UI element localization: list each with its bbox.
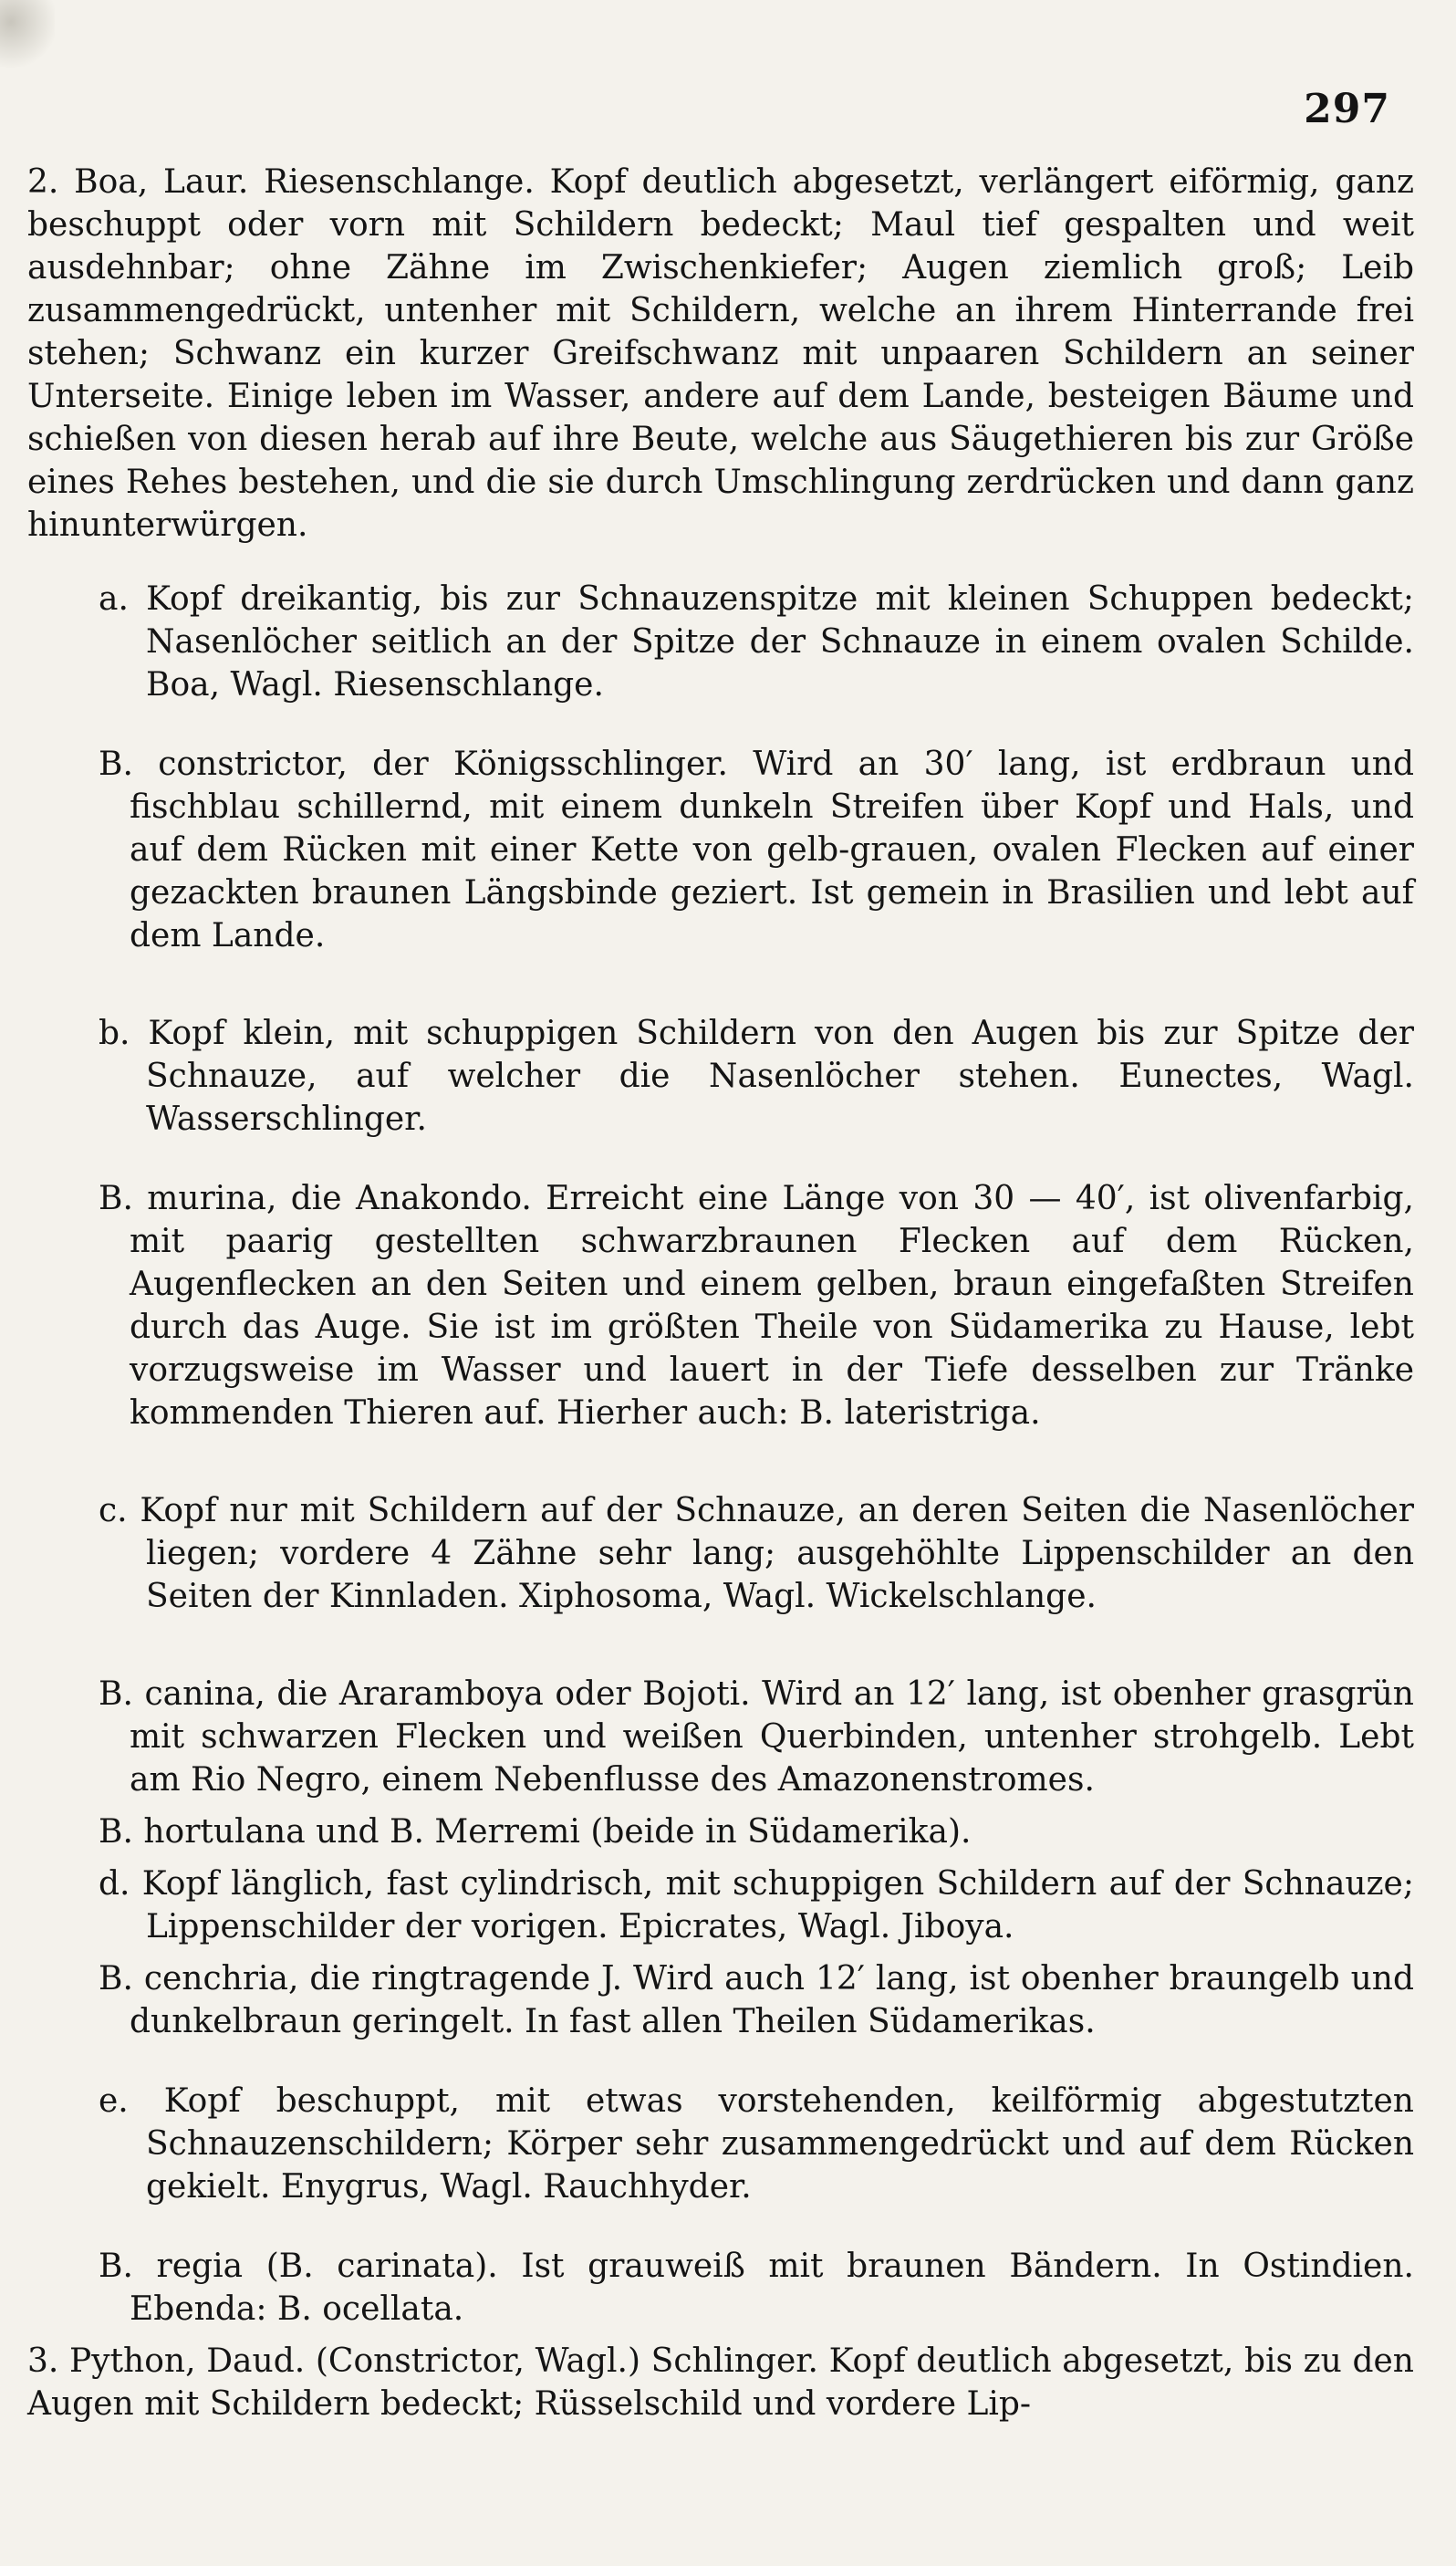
species-canina: B. canina, die Araramboya oder Bojoti. Wird an 12′ lang, ist obenher grasgrün mit schwarzen Flecken und weißen Querbinden, untenher strohgelb. Lebt am Rio Negro, einem Nebenflusse des Amazonenstromes. xyxy=(99,1675,1414,1799)
species-murina: B. murina, die Anakondo. Erreicht eine Länge von 30 — 40′, ist olivenfarbig, mit paarig gestellten schwarzbraunen Flecken auf dem Rücken, Augenflecken an den Seiten und einem gelben, braun eingefaßten Streifen durch das Auge. Sie ist im größten Theile von Südamerika zu Hause, lebt vorzugsweise im Wasser und lauert in der Tiefe desselben zur Tränke kommenden Thieren auf. Hierher auch: B. lateristriga. xyxy=(99,1180,1414,1432)
subgroup-b: b. Kopf klein, mit schuppigen Schildern von den Augen bis zur Spitze der Schnauze, auf welcher die Nasenlöcher stehen. Eunectes, Wagl. Wasserschlinger. xyxy=(99,1015,1414,1138)
species-cenchria: B. cenchria, die ringtragende J. Wird auch 12′ lang, ist obenher braungelb und dunkelbraun geringelt. In fast allen Theilen Südamerikas. xyxy=(99,1960,1414,2040)
page-smudge xyxy=(0,0,55,73)
page-number: 297 xyxy=(1304,86,1390,132)
species-constrictor: B. constrictor, der Königsschlinger. Wird an 30′ lang, ist erdbraun und fischblau schillernd, mit einem dunkeln Streifen über Kopf und Hals, und auf dem Rücken mit einer Kette von gelb-grauen, ovalen Flecken auf einer gezackten braunen Längsbinde geziert. Ist gemein in Brasilien und lebt auf dem Lande. xyxy=(99,746,1414,954)
genus-paragraph-python: 3. Python, Daud. (Constrictor, Wagl.) Schlinger. Kopf deutlich abgesetzt, bis zu den Augen mit Schildern bedeckt; Rüsselschild und vordere Lip- xyxy=(27,2342,1414,2423)
subgroup-d: d. Kopf länglich, fast cylindrisch, mit schuppigen Schildern auf der Schnauze; Lippenschilder der vorigen. Epicrates, Wagl. Jiboya. xyxy=(99,1865,1414,1945)
subgroup-e: e. Kopf beschuppt, mit etwas vorstehenden, keilförmig abgestutzten Schnauzenschildern; Körper sehr zusammengedrückt und auf dem Rücken gekielt. Enygrus, Wagl. Rauchhyder. xyxy=(99,2082,1414,2206)
page-body xyxy=(27,161,1414,2425)
genus-paragraph-boa: 2. Boa, Laur. Riesenschlange. Kopf deutlich abgesetzt, verlängert eiförmig, ganz beschuppt oder vorn mit Schildern bedeckt; Maul tief gespalten und weit ausdehnbar; ohne Zähne im Zwischenkiefer; Augen ziemlich groß; Leib zusammengedrückt, untenher mit Schildern, welche an ihrem Hinterrande frei stehen; Schwanz ein kurzer Greifschwanz mit unpaaren Schildern an seiner Unterseite. Einige leben im Wasser, andere auf dem Lande, besteigen Bäume und schießen von diesen herab auf ihre Beute, welche aus Säugethieren bis zur Größe eines Rehes bestehen, und die sie durch Umschlingung zerdrücken und dann ganz hinunterwürgen. xyxy=(27,163,1414,544)
species-regia: B. regia (B. carinata). Ist grauweiß mit braunen Bändern. In Ostindien. Ebenda: B. ocellata. xyxy=(99,2248,1414,2328)
subgroup-c: c. Kopf nur mit Schildern auf der Schnauze, an deren Seiten die Nasenlöcher liegen; vordere 4 Zähne sehr lang; ausgehöhlte Lippenschilder an den Seiten der Kinnladen. Xiphosoma, Wagl. Wickelschlange. xyxy=(99,1492,1414,1615)
subgroup-a: a. Kopf dreikantig, bis zur Schnauzenspitze mit kleinen Schuppen bedeckt; Nasenlöcher seitlich an der Spitze der Schnauze in einem ovalen Schilde. Boa, Wagl. Riesenschlange. xyxy=(99,580,1414,704)
species-hortulana: B. hortulana und B. Merremi (beide in Südamerika). xyxy=(99,1813,972,1851)
